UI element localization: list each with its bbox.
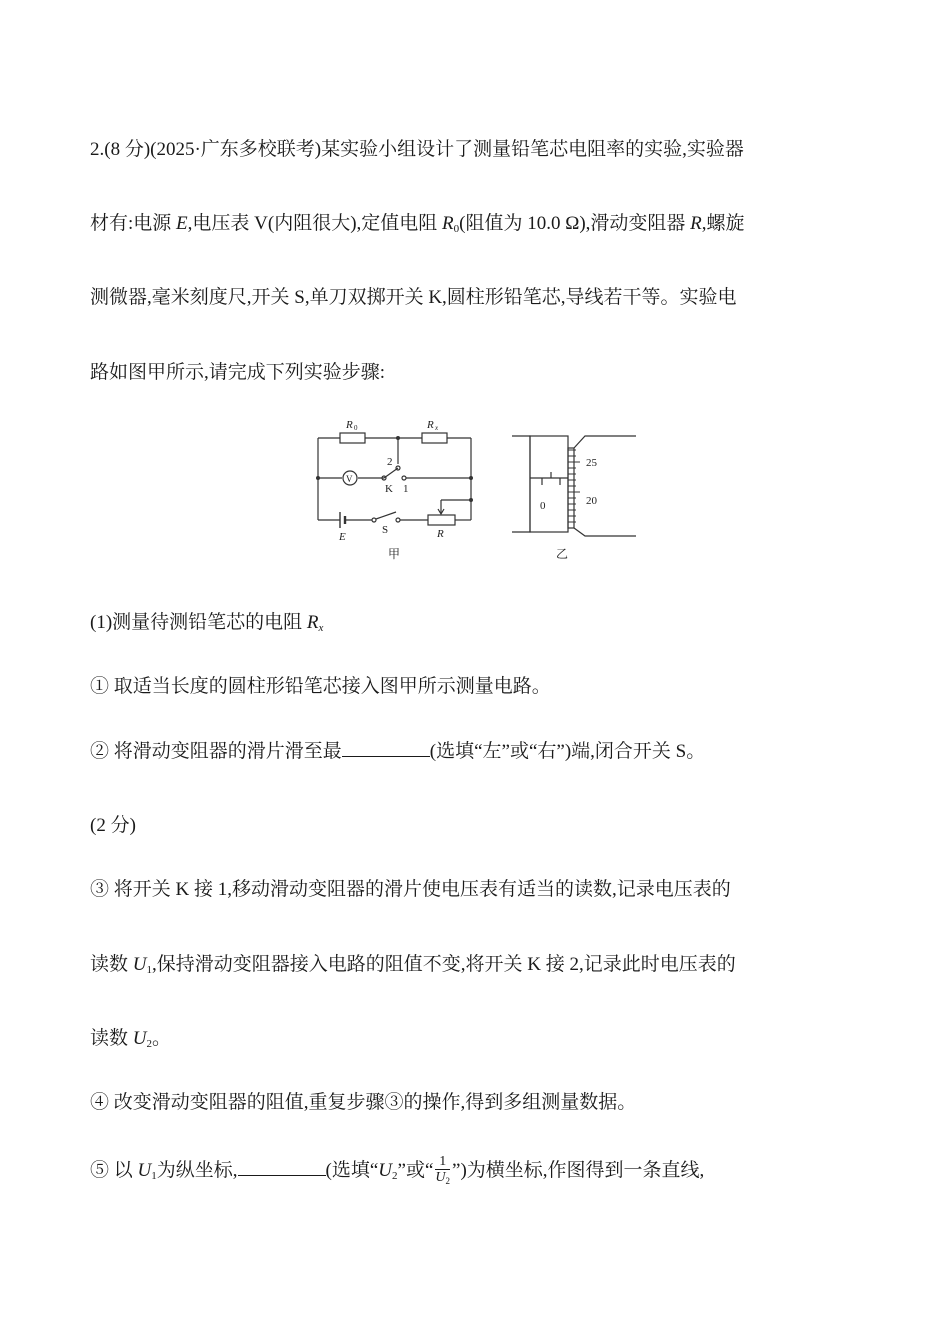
- problem-line-3: 测微器,毫米刻度尺,开关 S,单刀双掷开关 K,圆柱形铅笔芯,导线若干等。实验电: [90, 287, 737, 308]
- problem-line-2: 材有:电源 E,电压表 V(内阻很大),定值电阻 $R_0$(阻值为 10.0 Ω),滑动变阻器 R,螺旋: [90, 213, 745, 235]
- rx-label: R: [427, 419, 434, 431]
- rx-resistor: [422, 433, 447, 443]
- k-label: K: [385, 483, 393, 495]
- micrometer-mark-25: 25: [586, 457, 597, 469]
- r0-resistor: [340, 433, 365, 443]
- step-3-line-2: 读数 $U_1$,保持滑动变阻器接入电路的阻值不变,将开关 K 接 2,记录此时电压表的: [90, 954, 736, 976]
- answer-blank-2[interactable]: [238, 1157, 326, 1176]
- step-1: ① 取适当长度的圆柱形铅笔芯接入图甲所示测量电路。: [90, 676, 551, 697]
- k-pos-1: 1: [403, 483, 409, 495]
- score-note: (2 分): [90, 815, 136, 836]
- caption-jia: 甲: [388, 547, 401, 561]
- step-5: ⑤ 以 $U_1$为纵坐标, (选填“$U_2$”或“ $\frac{1}{U_2}$ ”)为横坐标,作图得到一条直线,: [90, 1154, 862, 1189]
- caption-yi: 乙: [556, 547, 569, 561]
- k-pos-2: 2: [387, 456, 393, 468]
- step-4: ④ 改变滑动变阻器的阻值,重复步骤③的操作,得到多组测量数据。: [90, 1092, 637, 1113]
- step-3-line-1: ③ 将开关 K 接 1,移动滑动变阻器的滑片使电压表有适当的读数,记录电压表的: [90, 879, 731, 900]
- voltmeter-label: V: [346, 474, 353, 484]
- r-label: R: [437, 528, 444, 540]
- e-label: E: [339, 531, 346, 543]
- rheostat: [428, 515, 455, 525]
- rx-sub: x: [435, 424, 439, 432]
- problem-line-1: 2.(8 分)(2025·广东多校联考)某实验小组设计了测量铅笔芯电阻率的实验,实验器: [90, 139, 744, 160]
- micrometer-zero: 0: [540, 500, 546, 512]
- problem-line-4: 路如图甲所示,请完成下列实验步骤:: [90, 362, 386, 383]
- r0-sub: 0: [354, 424, 358, 432]
- s-label: S: [382, 524, 389, 536]
- figure: [310, 412, 650, 564]
- step-3-line-3: 读数 $U_2$。: [90, 1028, 172, 1050]
- step-2: ② 将滑动变阻器的滑片滑至最 (选填“左”或“右”)端,闭合开关 S。: [90, 738, 862, 765]
- circuit-diagram: [318, 433, 471, 528]
- micrometer-mark-20: 20: [586, 495, 597, 507]
- answer-blank-1[interactable]: [342, 738, 430, 757]
- r0-label: R: [346, 419, 353, 431]
- part1-title: (1)测量待测铅笔芯的电阻 $R_x$: [90, 612, 324, 634]
- fraction-1-over-u2: $\frac{1}{U_2}$: [435, 1154, 451, 1186]
